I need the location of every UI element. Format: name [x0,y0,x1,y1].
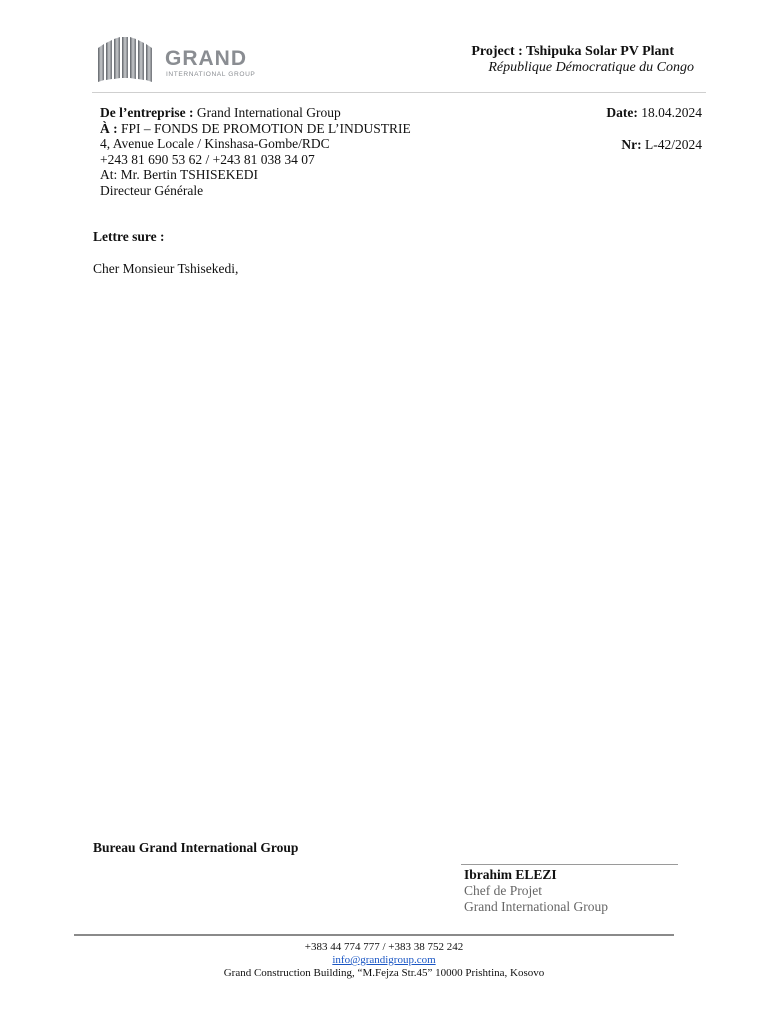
attention-line: At: Mr. Bertin TSHISEKEDI [100,167,258,183]
recipient-phones: +243 81 690 53 62 / +243 81 038 34 07 [100,151,315,167]
address-block [100,105,411,199]
signature-block [464,867,608,915]
header-divider [92,92,706,93]
footer-phones: +383 44 774 777 / +383 38 752 242 [304,941,464,953]
to-value: FPI – FONDS DE PROMOTION DE L’INDUSTRIE [117,120,411,136]
from-value: Grand International Group [193,105,341,120]
to-line [100,121,411,137]
letter-greeting: Cher Monsieur Tshisekedi, [93,261,239,276]
date-value: 18.04.2024 [637,105,702,120]
project-country: République Démocratique du Congo [488,60,694,75]
signature-line [461,864,678,865]
logo-tagline: INTERNATIONAL GROUP [166,71,256,78]
to-label: À : [100,120,118,136]
letter-subject: Lettre sure : [93,229,165,244]
footer [74,941,694,980]
logo-mark-icon [92,34,160,86]
signer-title: Chef de Projet [464,883,542,898]
date-label: Date: [606,105,638,120]
number-value: L-42/2024 [641,136,702,152]
footer-divider [74,934,674,936]
number-label: Nr: [621,136,642,152]
signer-company: Grand International Group [464,899,608,914]
letter-meta [606,105,702,152]
recipient-role: Directeur Générale [100,182,204,198]
office-name: Bureau Grand International Group [93,840,299,855]
from-line [100,105,411,121]
from-label: De l’entreprise : [100,105,194,120]
logo-brand: GRAND [165,47,247,70]
project-title: Project : Tshipuka Solar PV Plant [471,44,674,59]
recipient-address: 4, Avenue Locale / Kinshasa-Gombe/RDC [100,136,330,152]
footer-email-link[interactable]: info@grandigroup.com [332,954,436,966]
signer-name: Ibrahim ELEZI [464,867,557,882]
number-line [606,137,702,153]
date-line [606,105,702,121]
company-logo [92,34,262,86]
footer-address: Grand Construction Building, “M.Fejza Str.45” 10000 Prishtina, Kosovo [223,967,545,979]
